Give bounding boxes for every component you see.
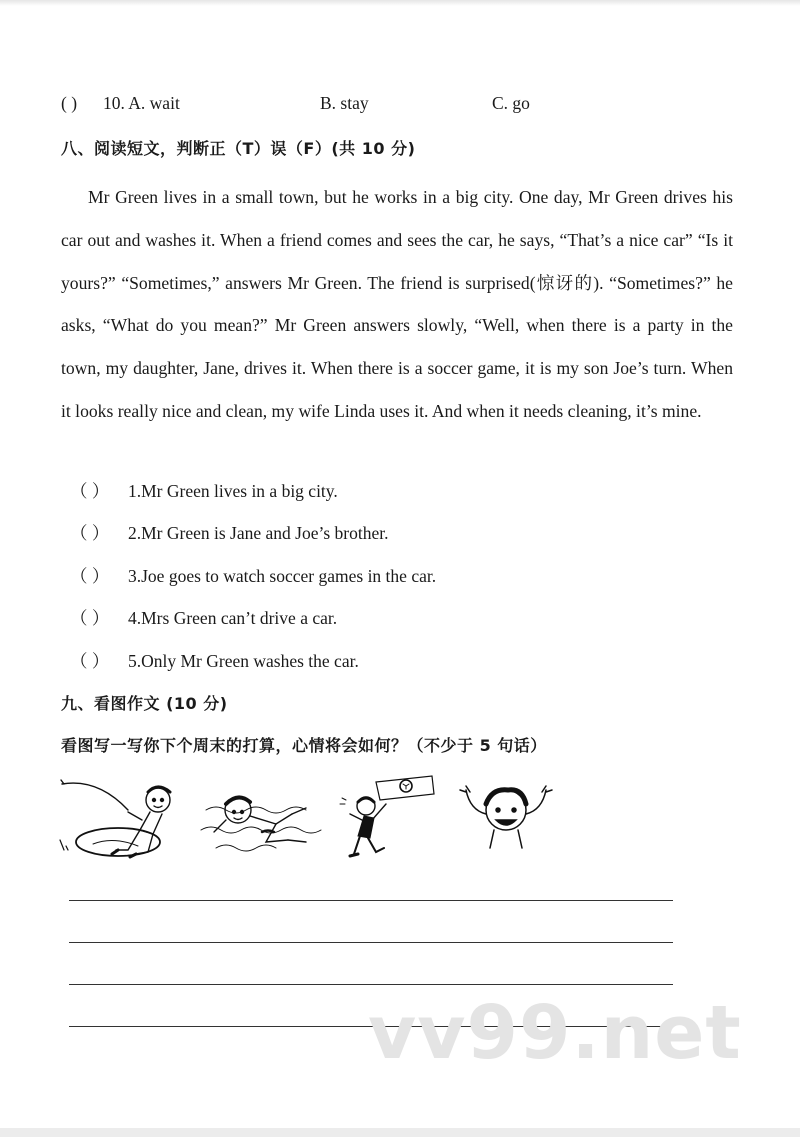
question-row [70, 605, 337, 630]
question-row [70, 520, 389, 545]
boy-fishing-icon [58, 770, 193, 865]
answer-blank[interactable]: （ ） [70, 608, 110, 628]
answer-blank[interactable]: （ ） [70, 651, 110, 671]
passage-text: Mr Green lives in a small town, but he works in a big city. One day, Mr Green drives his car out and washes it. When a friend comes and sees the car, he says, “That’s a nice car” “Is it yours?” “Sometimes,” answers Mr Green. The friend is surprised(惊讶的). “Sometimes?” he asks, “What do you mean?” Mr Green answers slowly, “Well, when there is a party in the town, my daughter, Jane, drives it. When there is a soccer game, it is my son Joe’s turn. When it looks really nice and clean, my wife Linda uses it. And when it needs cleaning, it’s mine. [61, 187, 733, 421]
picture-strip [58, 770, 558, 865]
question-10-paren: ( ) [61, 93, 78, 113]
question-text: 4.Mrs Green can’t drive a car. [128, 608, 338, 628]
answer-blank[interactable]: （ ） [70, 566, 110, 586]
question-row [70, 648, 359, 673]
section-9-heading: 九、看图作文 (10 分) [61, 694, 228, 713]
reading-passage [61, 176, 733, 433]
question-10-option-b: B. stay [320, 93, 369, 113]
boy-swimming-icon [196, 770, 326, 865]
writing-prompt: 看图写一写你下个周末的打算，心情将会如何？（不少于 5 句话） [61, 736, 547, 755]
answer-line[interactable] [69, 984, 673, 985]
question-row [70, 563, 436, 588]
answer-line[interactable] [69, 900, 673, 901]
happy-boy-icon [456, 770, 556, 865]
watermark: vv99.net [368, 990, 742, 1076]
page-top-edge [0, 0, 800, 6]
answer-blank[interactable]: （ ） [70, 481, 110, 501]
boy-playing-soccer-icon [336, 770, 446, 865]
question-text: 2.Mr Green is Jane and Joe’s brother. [128, 523, 389, 543]
page-bottom-edge [0, 1128, 800, 1137]
question-10-option-c: C. go [492, 93, 530, 113]
question-10-option-a: 10. A. wait [103, 93, 180, 113]
question-text: 5.Only Mr Green washes the car. [128, 651, 359, 671]
answer-blank[interactable]: （ ） [70, 523, 110, 543]
question-text: 1.Mr Green lives in a big city. [128, 481, 338, 501]
question-row [70, 478, 338, 503]
question-text: 3.Joe goes to watch soccer games in the car. [128, 566, 437, 586]
answer-line[interactable] [69, 942, 673, 943]
section-8-heading: 八、阅读短文，判断正（T）误（F）(共 10 分) [61, 139, 416, 158]
